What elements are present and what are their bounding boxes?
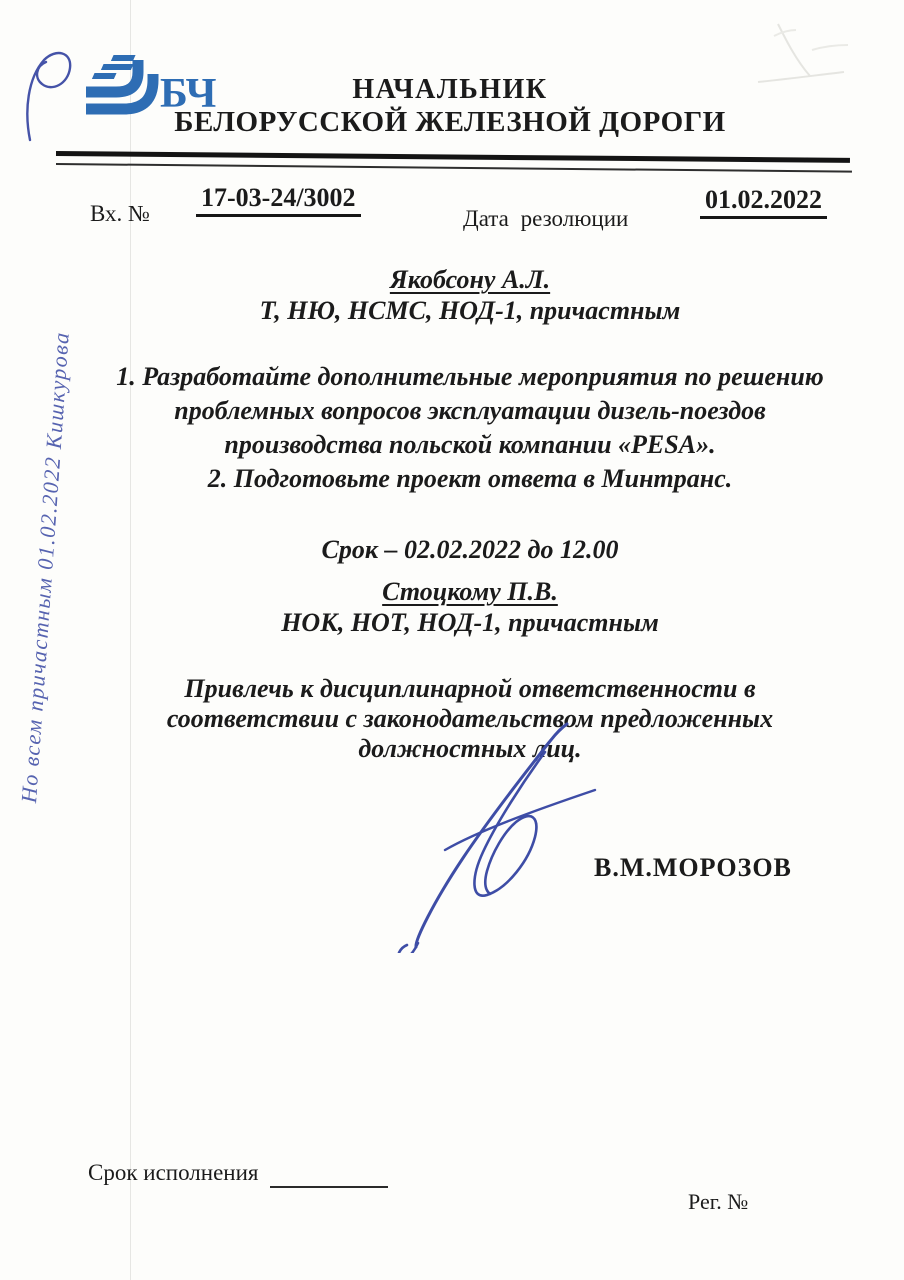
recipients-1: Т, НЮ, НСМС, НОД-1, причастным	[259, 296, 681, 325]
logo-text: БЧ	[160, 71, 216, 117]
document-title	[120, 74, 780, 138]
scan-fold-line	[130, 0, 131, 1280]
margin-signature-flourish	[20, 48, 90, 143]
recipients-2: НОК, НОТ, НОД-1, причастным	[281, 608, 659, 637]
incoming-number-label: Вх. №	[90, 201, 150, 226]
resolution-date-label: Дата резолюции	[463, 206, 629, 231]
incoming-number-value: 17-03-24/3002	[196, 183, 361, 217]
handwritten-signature	[393, 718, 603, 953]
deadline-note: Срок – 02.02.2022 до 12.00	[321, 535, 619, 564]
directive-item-1: 1. Разработайте дополнительные мероприятия по решению проблемных вопросов эксплуатации дизель-поездов производства польской компании «PESA».	[116, 362, 824, 459]
registration-number-label: Рег. №	[688, 1189, 749, 1214]
title-line-2: БЕЛОРУССКОЙ ЖЕЛЕЗНОЙ ДОРОГИ	[174, 106, 726, 138]
addressee-2: Стоцкому П.В.	[382, 577, 558, 606]
resolution-block-1	[110, 264, 830, 567]
directive-text: Привлечь к дисциплинарной ответственности в соответствии с законодательством предложенных должностных лиц.	[166, 674, 774, 763]
signatory-name: В.М.МОРОЗОВ	[594, 853, 792, 882]
title-line-1: НАЧАЛЬНИК	[352, 74, 548, 105]
execution-deadline-label: Срок исполнения	[88, 1160, 259, 1185]
addressee-1: Якобсону А.Л.	[389, 265, 551, 294]
resolution-date-value: 01.02.2022	[700, 185, 827, 219]
directive-item-2: 2. Подготовьте проект ответа в Минтранс.	[207, 464, 733, 493]
header-rule-thin	[56, 163, 852, 173]
header-rule-thick	[56, 151, 850, 163]
margin-handwritten-note: Но всем причастным 01.02.2022 Кишкурова	[16, 330, 74, 804]
execution-deadline-blank-line	[270, 1186, 388, 1188]
